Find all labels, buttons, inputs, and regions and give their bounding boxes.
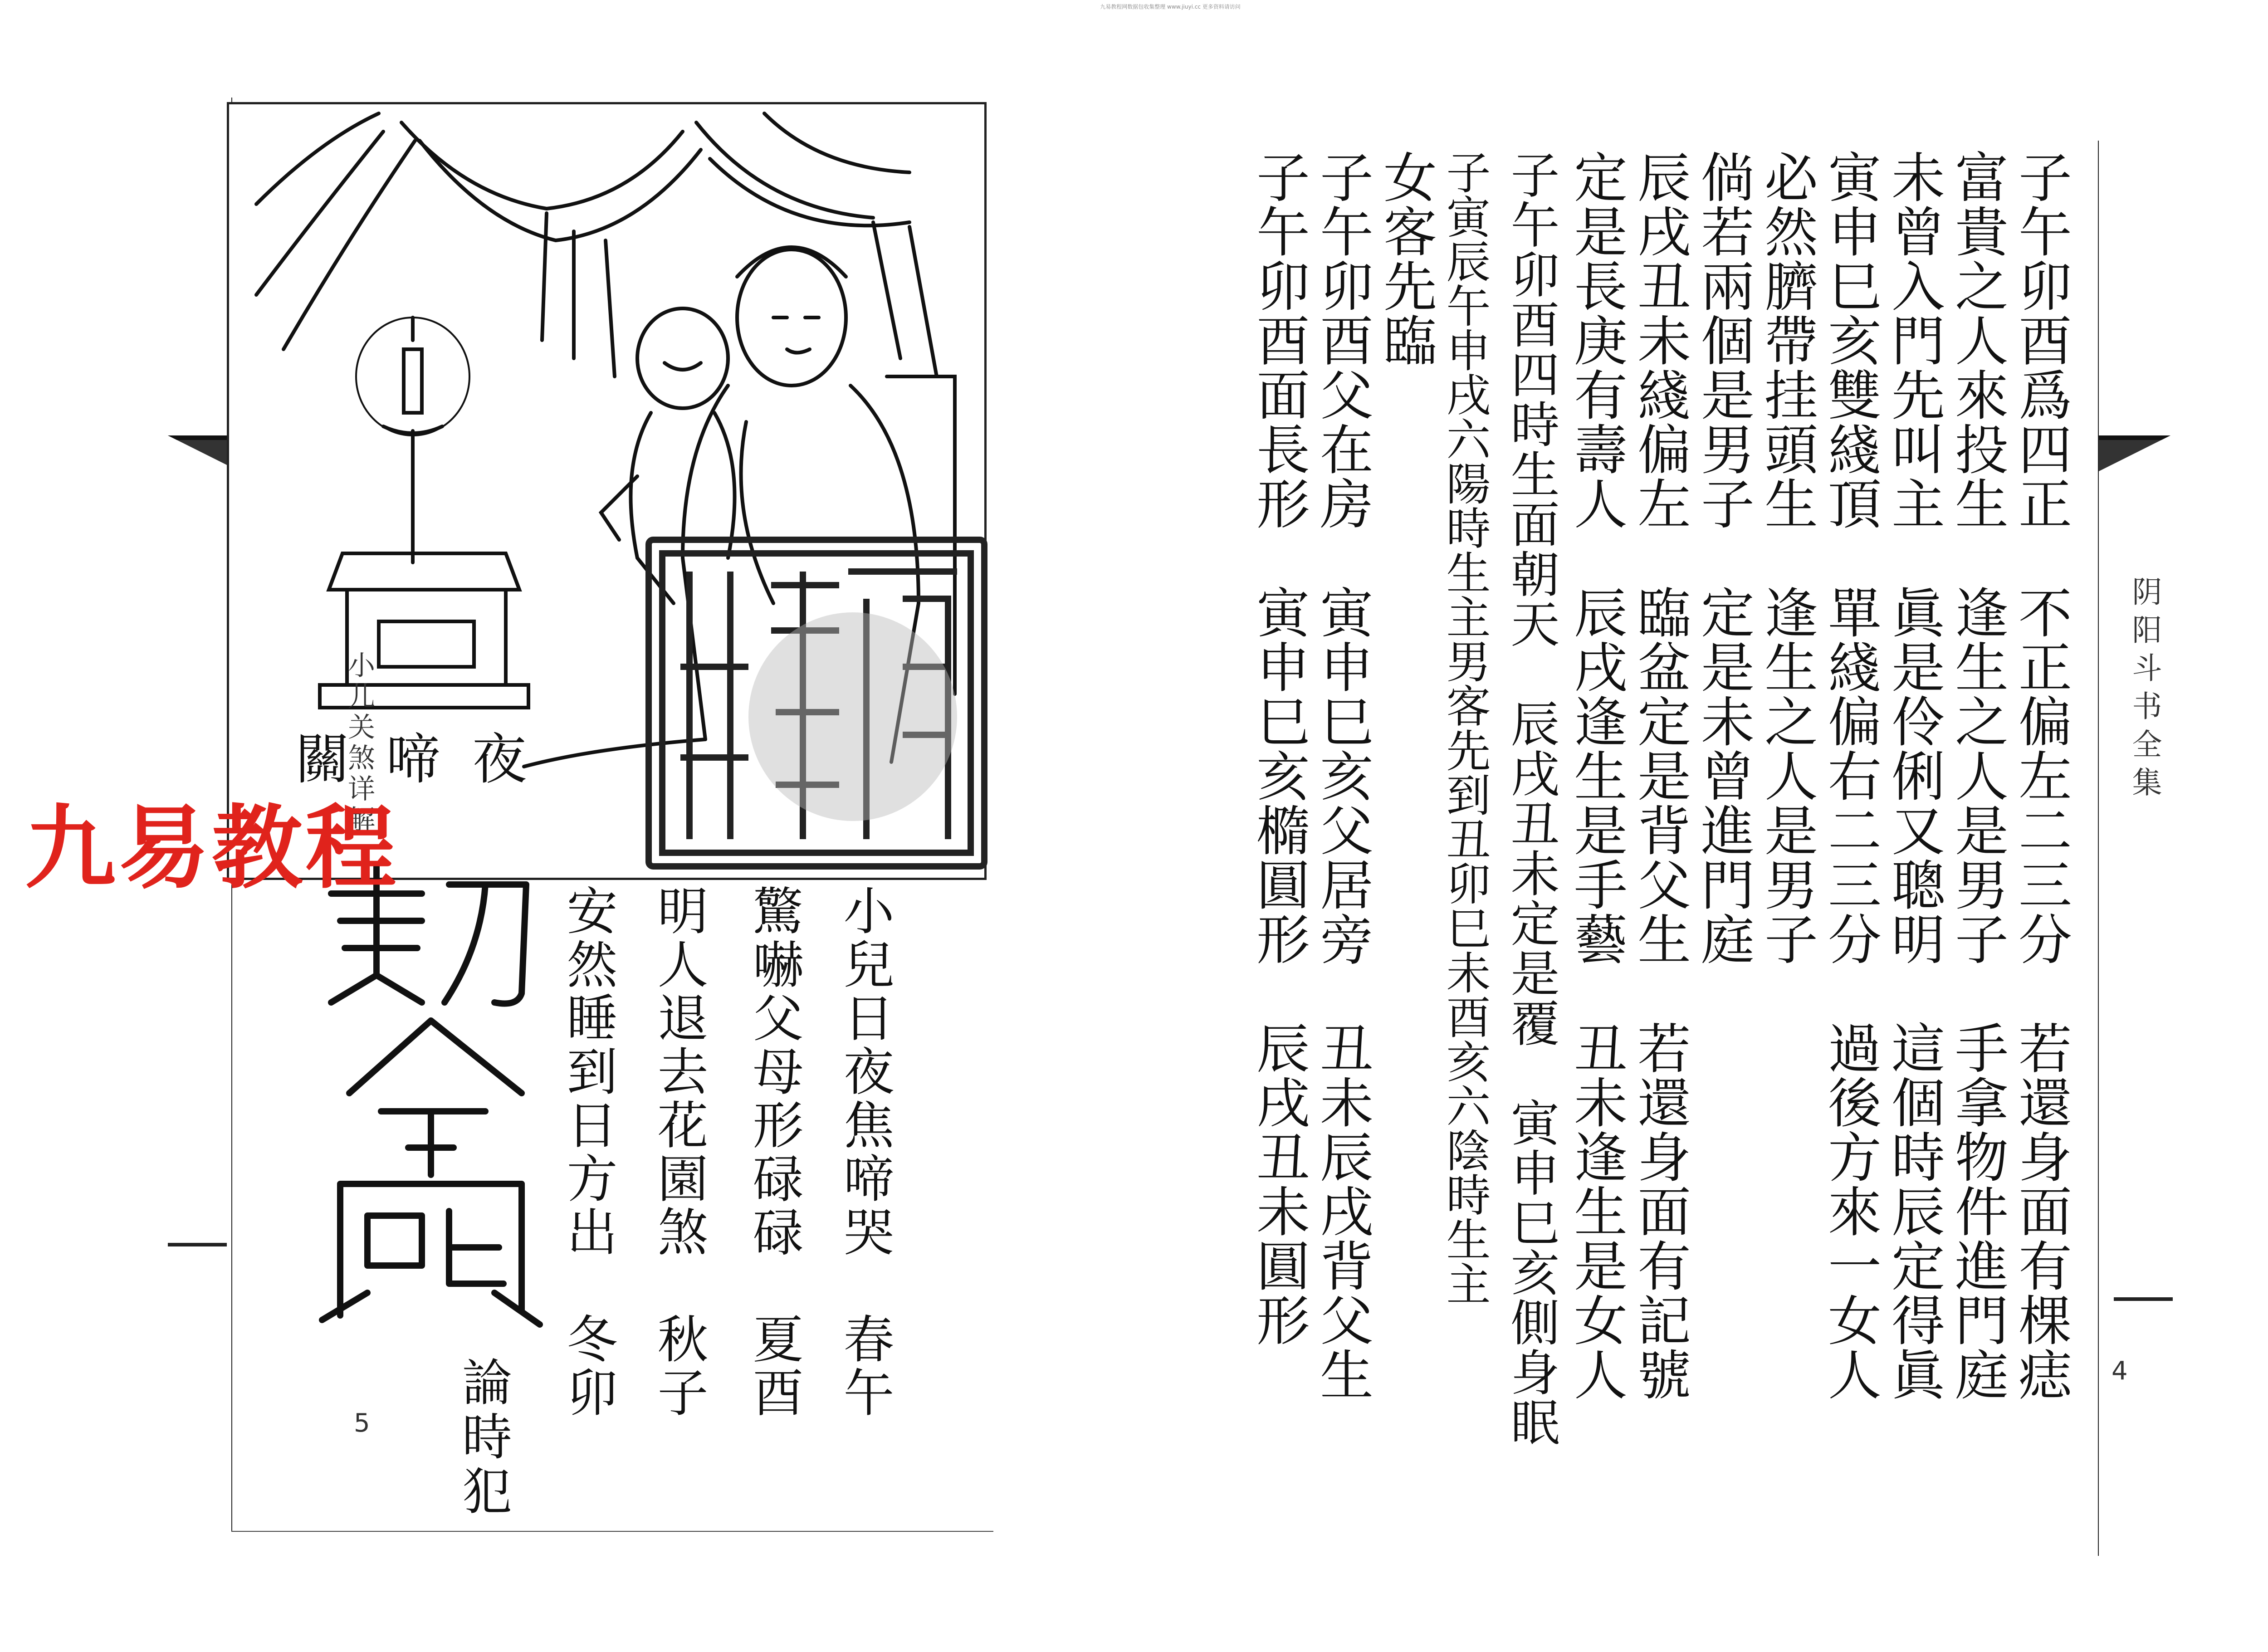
- poem-column-2: 驚嚇父母形碌碌 夏酉: [744, 885, 803, 1420]
- poem-column-4: 安然睡到日方出 冬卯: [558, 885, 617, 1420]
- page-rule-marker-right: [2114, 1297, 2173, 1301]
- title-column-3: 關: [286, 730, 349, 803]
- text-column-1: 子午卯酉爲四正 不正偏左二三分 若還身面有棵痣: [2009, 150, 2072, 1402]
- left-page-border-bottom: [231, 1531, 993, 1532]
- right-page-side-caption: 阴阳斗书全集: [2127, 576, 2162, 805]
- poem-column-3: 明人退去花園煞 秋子: [649, 885, 708, 1420]
- text-column-9: 子午卯酉四時生面朝天 辰戌丑未定是覆 寅申巳亥側身眠: [1502, 150, 1559, 1447]
- talisman-glyph: [313, 857, 549, 1338]
- text-column-3: 未曾入門先叫主 眞是伶俐又聰明 這個時辰定得眞: [1882, 150, 1945, 1402]
- section-title: 論時犯: [454, 1356, 512, 1520]
- text-column-7: 辰戌丑未綫偏左 臨盆定是背父生 若還身面有記號: [1628, 150, 1691, 1402]
- watermark-text: 九易教程: [25, 796, 399, 901]
- left-page-side-caption: 小儿关煞详解: [343, 651, 375, 836]
- right-page-number: 4: [2112, 1356, 2128, 1386]
- text-column-6: 倘若兩個是男子 定是未曾進門庭: [1692, 150, 1755, 966]
- seal-stamp: [640, 531, 993, 875]
- right-page-border: [2098, 141, 2099, 1556]
- page-tab-marker-right: [2098, 435, 2170, 472]
- top-caption: 九易教程网数据包收集整理 www.jiuyi.cc 更多资料请访问: [1100, 4, 1241, 10]
- text-column-11: 女客先臨: [1374, 150, 1437, 367]
- text-column-12: 子午卯酉父在房 寅申巳亥父居旁 丑未辰戌背父生: [1311, 150, 1374, 1402]
- text-column-5: 必然臍帶挂頭生 逢生之人是男子: [1755, 150, 1818, 966]
- title-column-1: 夜: [463, 730, 526, 803]
- text-column-8: 定是長庚有壽人 辰戌逢生是手藝 丑未逢生是女人: [1565, 150, 1628, 1402]
- title-column-2: 啼: [377, 730, 440, 803]
- text-column-13: 子午卯酉面長形 寅申巳亥橢圓形 辰戌丑未圓形: [1247, 150, 1310, 1347]
- text-column-2: 富貴之人來投生 逢生之人是男子 手拿物件進門庭: [1946, 150, 2009, 1402]
- text-column-4: 寅申巳亥雙綫頂 單綫偏右二三分 過後方來一女人: [1819, 150, 1882, 1402]
- poem-column-1: 小兒日夜焦啼哭 春午: [835, 885, 894, 1420]
- left-page-number: 5: [354, 1408, 370, 1438]
- text-column-10: 子寅辰午申戌六陽時生主男客先到丑卯巳未酉亥六陰時生主: [1439, 150, 1491, 1305]
